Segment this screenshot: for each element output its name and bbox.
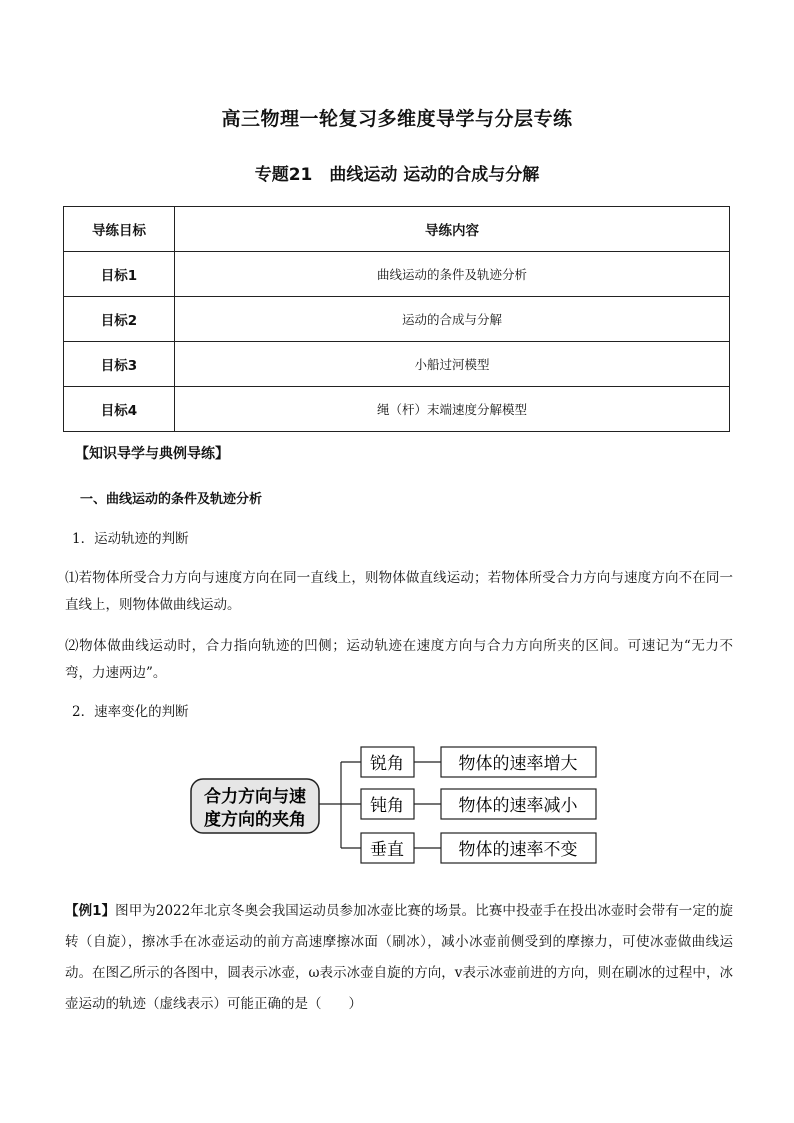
angle-label: 钝角 bbox=[370, 796, 404, 816]
table-row bbox=[64, 252, 730, 297]
goal-label: 目标3 bbox=[64, 342, 175, 387]
table-header-content: 导练内容 bbox=[175, 207, 730, 252]
root-label-line1: 合力方向与速 bbox=[204, 787, 306, 807]
goal-label: 目标1 bbox=[64, 252, 175, 297]
section1-title: 一、曲线运动的条件及轨迹分析 bbox=[80, 492, 263, 507]
example1-paragraph bbox=[65, 896, 733, 1020]
result-label: 物体的速率不变 bbox=[458, 840, 578, 860]
example1-text: 图甲为2022年北京冬奥会我国运动员参加冰壶比赛的场景。比赛中投壶手在投出冰壶时会带有一定的旋转（自旋），擦冰手在冰壶运动的前方高速摩擦冰面（刷冰），减小冰壶前侧受到的摩擦力，可使冰壶做曲线运动。在图乙所示的各图中，圆表示冰壶，ω表示冰壶自旋的方向，v表示冰壶前进的方向，则在刷冰的过程中，冰壶运动的轨迹（虚线表示）可能正确的是（ ） bbox=[65, 903, 733, 1012]
table-header-row bbox=[64, 207, 730, 252]
table-row bbox=[64, 297, 730, 342]
result-label: 物体的速率增大 bbox=[458, 754, 578, 774]
document-title: 高三物理一轮复习多维度导学与分层专练 bbox=[221, 108, 573, 130]
result-label: 物体的速率减小 bbox=[458, 796, 578, 816]
goal-content: 运动的合成与分解 bbox=[175, 297, 730, 342]
angle-label: 垂直 bbox=[370, 840, 404, 860]
goals-table bbox=[63, 206, 730, 432]
table-row bbox=[64, 387, 730, 432]
root-label-line2: 度方向的夹角 bbox=[204, 810, 306, 830]
table-header-goal: 导练目标 bbox=[64, 207, 175, 252]
goal-label: 目标4 bbox=[64, 387, 175, 432]
angle-label: 锐角 bbox=[370, 754, 404, 774]
example1-tag: 【例1】 bbox=[65, 903, 116, 919]
section-header: 【知识导学与典例导练】 bbox=[75, 446, 229, 462]
document-subtitle: 专题21 曲线运动 运动的合成与分解 bbox=[254, 165, 540, 185]
speed-change-diagram bbox=[185, 741, 605, 865]
item2-title: 2．速率变化的判断 bbox=[72, 704, 189, 720]
table-row bbox=[64, 342, 730, 387]
goal-content: 小船过河模型 bbox=[175, 342, 730, 387]
item1-paragraph1: ⑴若物体所受合力方向与速度方向在同一直线上，则物体做直线运动；若物体所受合力方向与速度方向不在同一直线上，则物体做曲线运动。 bbox=[65, 570, 733, 613]
item1-title: 1．运动轨迹的判断 bbox=[72, 531, 189, 547]
goal-content: 绳（杆）末端速度分解模型 bbox=[175, 387, 730, 432]
goal-content: 曲线运动的条件及轨迹分析 bbox=[175, 252, 730, 297]
goal-label: 目标2 bbox=[64, 297, 175, 342]
item1-paragraph2: ⑵物体做曲线运动时，合力指向轨迹的凹侧；运动轨迹在速度方向与合力方向所夹的区间。可速记为“无力不弯，力速两边”。 bbox=[65, 638, 733, 681]
